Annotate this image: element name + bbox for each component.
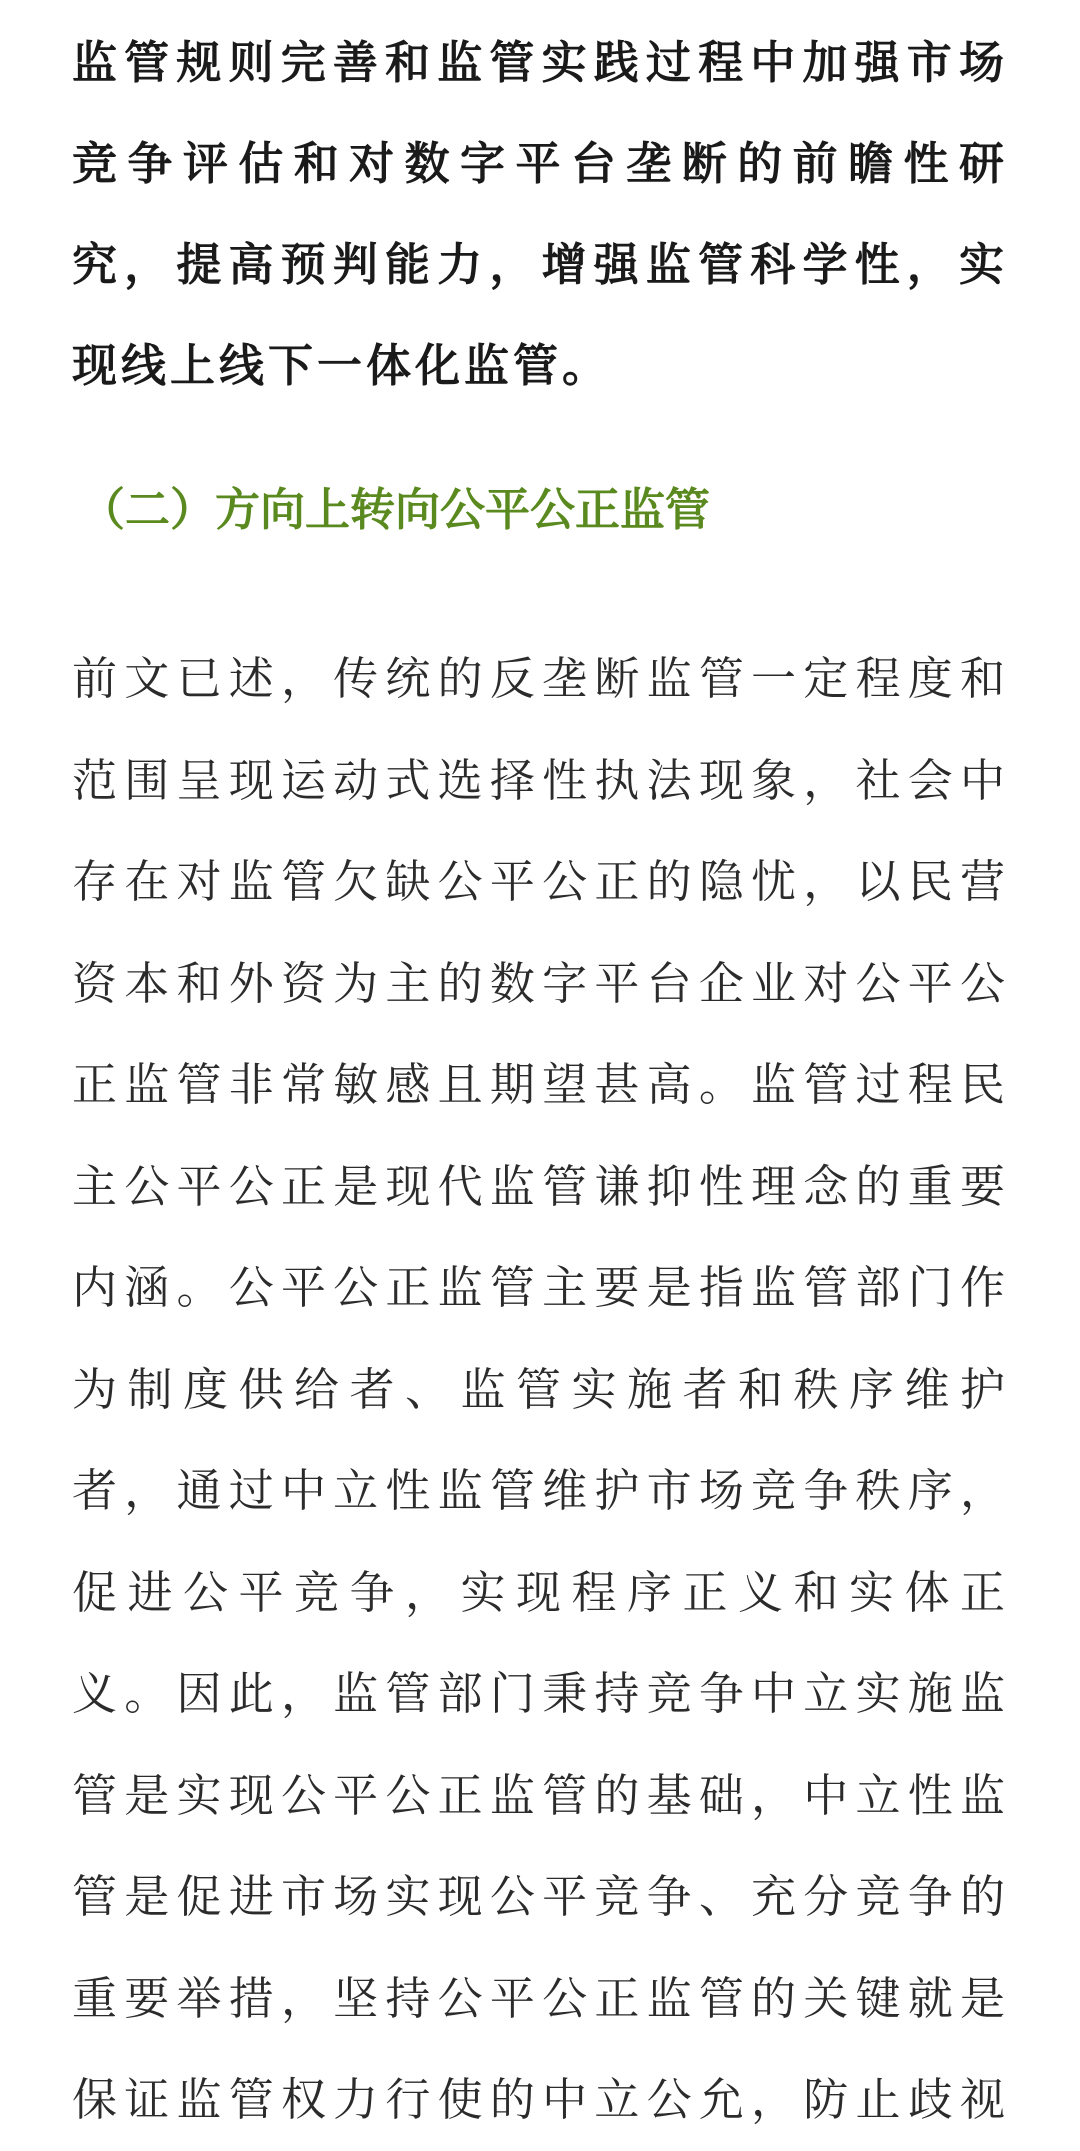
body-line: 促进公平竞争，实现程序正义和实体正 [72,1565,1008,1619]
body-line: 范围呈现运动式选择性执法现象，社会中 [72,753,1008,807]
lead-line: 监管规则完善和监管实践过程中加强市场 [72,36,1008,89]
body-line: 内涵。公平公正监管主要是指监管部门作 [72,1261,1008,1314]
body-line: 保证监管权力行使的中立公允，防止歧视 [72,2073,1008,2126]
body-line: 管是实现公平公正监管的基础，中立性监 [72,1768,1008,1822]
body-line: 重要举措，坚持公平公正监管的关键就是 [72,1971,1008,2025]
body-line: 义。因此，监管部门秉持竞争中立实施监 [72,1667,1008,1720]
body-line: 前文已述，传统的反垄断监管一定程度和 [72,652,1008,705]
lead-line: 究，提高预判能力，增强监管科学性，实 [72,238,1008,291]
body-line: 资本和外资为主的数字平台企业对公平公 [72,956,1008,1010]
section-heading: （二）方向上转向公平公正监管 [80,483,711,536]
lead-line: 现线上线下一体化监管。 [72,339,612,392]
lead-line: 竞争评估和对数字平台垄断的前瞻性研 [72,137,1008,190]
body-line: 管是促进市场实现公平竞争、充分竞争的 [72,1870,1008,1923]
body-line: 为制度供给者、监管实施者和秩序维护 [72,1362,1008,1416]
body-paragraph [72,628,1008,2151]
body-line: 者，通过中立性监管维护市场竞争秩序， [72,1464,1008,1517]
lead-paragraph [72,12,1008,416]
body-line: 正监管非常敏感且期望甚高。监管过程民 [72,1058,1008,1111]
body-line: 主公平公正是现代监管谦抑性理念的重要 [72,1159,1008,1213]
body-line: 存在对监管欠缺公平公正的隐忧，以民营 [72,855,1008,908]
